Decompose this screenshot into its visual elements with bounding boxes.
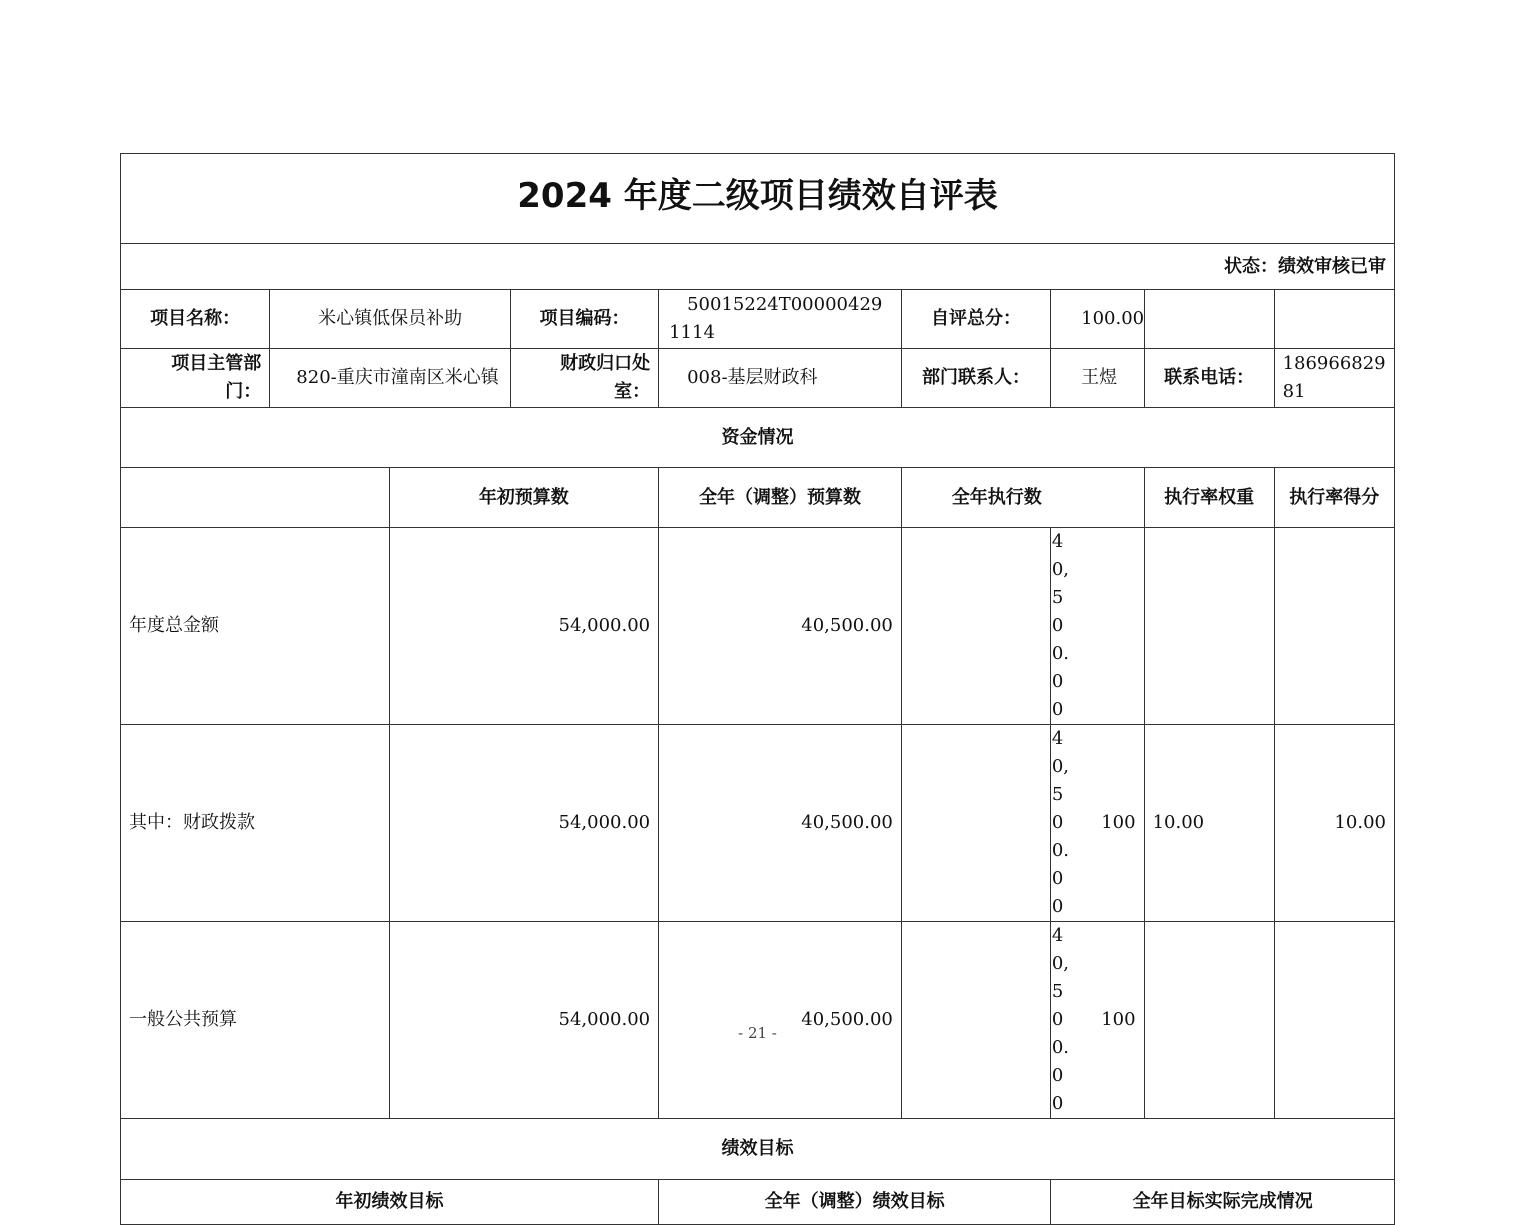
funds-row-executed: 40,500.00 [901,725,1050,922]
contact-value: 王煜 [1051,349,1144,408]
funds-row-executed: 40,500.00 [901,922,1050,1119]
funds-row-adjusted: 40,500.00 [659,922,902,1119]
finance-office-label: 财政归口处室： [510,349,658,408]
form-title-cell [121,154,1395,244]
funds-header-executed: 全年执行数 [901,468,1144,528]
funds-row-rate: 100 [1051,725,1144,922]
empty-cell [1274,290,1394,349]
performance-evaluation-table [120,153,1395,1225]
funds-row-score: 10.00 [1274,725,1394,922]
funds-header-score: 执行率得分 [1274,468,1394,528]
funds-row-label: 一般公共预算 [121,922,390,1119]
funds-header-weight: 执行率权重 [1144,468,1274,528]
funds-row-weight: 10.00 [1144,725,1274,922]
funds-row-weight [1144,922,1274,1119]
funds-row-initial: 54,000.00 [389,528,659,725]
funds-row-weight [1144,528,1274,725]
empty-cell [1144,290,1274,349]
goals-section-title: 绩效目标 [121,1119,1395,1180]
funds-row-rate: 100 [1051,922,1144,1119]
self-score-label: 自评总分： [901,290,1050,349]
funds-row-initial: 54,000.00 [389,725,659,922]
dept-label: 项目主管部门： [121,349,270,408]
goals-header-adjusted: 全年（调整）绩效目标 [659,1180,1051,1225]
phone-label: 联系电话： [1144,349,1274,408]
funds-row-executed: 40,500.00 [901,528,1050,725]
funds-row-label: 其中：财政拨款 [121,725,390,922]
goals-header-actual: 全年目标实际完成情况 [1051,1180,1395,1225]
self-score-value: 100.00 [1051,290,1144,349]
dept-value: 820-重庆市潼南区米心镇 [270,349,511,408]
funds-row-adjusted: 40,500.00 [659,725,902,922]
funds-header-adjusted: 全年（调整）预算数 [659,468,902,528]
funds-row-score [1274,922,1394,1119]
funds-row-adjusted: 40,500.00 [659,528,902,725]
form-title: 2024 年度二级项目绩效自评表 [517,175,998,216]
funds-row-initial: 54,000.00 [389,922,659,1119]
finance-office-value: 008-基层财政科 [659,349,902,408]
project-name-value: 米心镇低保员补助 [270,290,511,349]
page-number: - 21 - [738,1024,777,1042]
project-code-value: 50015224T000004291114 [659,290,902,349]
funds-section-title: 资金情况 [121,408,1395,468]
goals-header-initial: 年初绩效目标 [121,1180,659,1225]
funds-header-initial: 年初预算数 [389,468,659,528]
project-name-label: 项目名称： [121,290,270,349]
funds-header-blank [121,468,390,528]
phone-value: 18696682981 [1274,349,1394,408]
project-code-label: 项目编码： [510,290,658,349]
funds-row-label: 年度总金额 [121,528,390,725]
contact-label: 部门联系人： [901,349,1050,408]
funds-row-score [1274,528,1394,725]
status-label: 状态：绩效审核已审 [121,244,1395,290]
